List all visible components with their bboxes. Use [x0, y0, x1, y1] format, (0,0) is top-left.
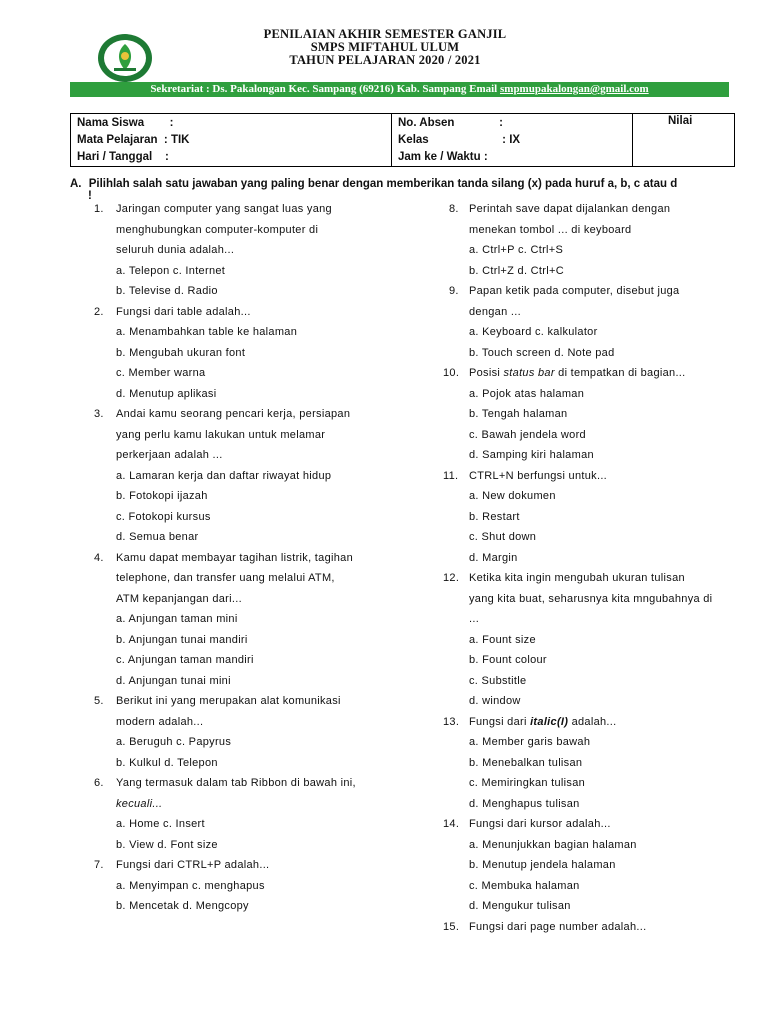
question-emphasis: status bar	[503, 367, 555, 379]
question-emphasis: italic(I)	[530, 716, 569, 728]
answer-option[interactable]: c. Fotokopi kursus	[116, 511, 211, 523]
question-text: Fungsi dari kursor adalah...	[469, 818, 611, 830]
answer-option[interactable]: a. Anjungan taman mini	[116, 613, 238, 625]
answer-option[interactable]: d. Menutup aplikasi	[116, 388, 217, 400]
student-identity-box	[70, 113, 735, 167]
answer-option[interactable]: c. Membuka halaman	[469, 880, 580, 892]
question-text: telephone, dan transfer uang melalui ATM,	[116, 572, 335, 584]
answer-option[interactable]: b. Ctrl+Z d. Ctrl+C	[469, 265, 564, 277]
answer-option[interactable]: d. Margin	[469, 552, 518, 564]
answer-option[interactable]: b. Fount colour	[469, 654, 547, 666]
school-name: SMPS MIFTAHUL ULUM	[310, 40, 460, 54]
answer-option[interactable]: b. Menebalkan tulisan	[469, 757, 583, 769]
question-text: yang kita buat, seharusnya kita mngubahnya di	[469, 593, 713, 605]
question-text-part: Posisi	[469, 367, 504, 379]
instruction-tail: !	[88, 190, 92, 202]
mata-pelajaran-field: Mata Pelajaran : TIK	[77, 134, 190, 146]
school-logo-icon	[96, 32, 154, 84]
question-text: Fungsi dari page number adalah...	[469, 921, 647, 933]
nilai-field[interactable]: Nilai	[668, 115, 693, 127]
question-text: Kamu dapat membayar tagihan listrik, tagihan	[116, 552, 353, 564]
answer-option[interactable]: a. Menunjukkan bagian halaman	[469, 839, 637, 851]
answer-option[interactable]: d. Semua benar	[116, 531, 199, 543]
question-text: menghubungkan computer-komputer di	[116, 224, 319, 236]
question-number: 8.	[449, 203, 459, 215]
question-text: Berikut ini yang merupakan alat komunikasi	[116, 695, 341, 707]
section-label: A.	[70, 178, 82, 190]
question-text: Fungsi dari CTRL+P adalah...	[116, 859, 270, 871]
question-text-part: adalah...	[568, 716, 617, 728]
answer-option[interactable]: b. Fotokopi ijazah	[116, 490, 208, 502]
answer-option[interactable]: b. Mengubah ukuran font	[116, 347, 246, 359]
nama-siswa-field[interactable]: Nama Siswa :	[77, 117, 174, 129]
answer-option[interactable]: d. Menghapus tulisan	[469, 798, 580, 810]
answer-option[interactable]: d. Mengukur tulisan	[469, 900, 571, 912]
no-absen-field[interactable]: No. Absen :	[398, 117, 503, 129]
question-text: kecuali...	[116, 798, 163, 810]
question-text: yang perlu kamu lakukan untuk melamar	[116, 429, 326, 441]
question-text-part: Fungsi dari	[469, 716, 531, 728]
answer-option[interactable]: a. Beruguh c. Papyrus	[116, 736, 232, 748]
answer-option[interactable]: a. Fount size	[469, 634, 536, 646]
answer-option[interactable]: b. Televise d. Radio	[116, 285, 218, 297]
question-text: menekan tombol ... di keyboard	[469, 224, 632, 236]
question-number: 12.	[443, 572, 460, 584]
answer-option[interactable]: a. Ctrl+P c. Ctrl+S	[469, 244, 564, 256]
question-text: ATM kepanjangan dari...	[116, 593, 242, 605]
answer-option[interactable]: c. Substitle	[469, 675, 527, 687]
answer-option[interactable]: a. Menyimpan c. menghapus	[116, 880, 265, 892]
answer-option[interactable]: a. New dokumen	[469, 490, 556, 502]
question-number: 1.	[94, 203, 104, 215]
answer-option[interactable]: a. Lamaran kerja dan daftar riwayat hidup	[116, 470, 332, 482]
question-number: 15.	[443, 921, 460, 933]
answer-option[interactable]: b. Anjungan tunai mandiri	[116, 634, 248, 646]
question-text: Andai kamu seorang pencari kerja, persiapan	[116, 408, 351, 420]
question-number: 5.	[94, 695, 104, 707]
question-text: CTRL+N berfungsi untuk...	[469, 470, 608, 482]
answer-option[interactable]: b. Mencetak d. Mengcopy	[116, 900, 249, 912]
question-text: dengan ...	[469, 306, 521, 318]
question-text	[469, 366, 686, 380]
answer-option[interactable]: a. Keyboard c. kalkulator	[469, 326, 598, 338]
answer-option[interactable]: b. View d. Font size	[116, 839, 218, 851]
answer-option[interactable]: c. Member warna	[116, 367, 206, 379]
address-text: Sekretariat : Ds. Pakalongan Kec. Sampang (69216) Kab. Sampang Email	[150, 83, 500, 95]
answer-option[interactable]: b. Tengah halaman	[469, 408, 568, 420]
question-text-part: di tempatkan di bagian...	[554, 367, 686, 379]
kelas-field: Kelas : IX	[398, 134, 521, 146]
answer-option[interactable]: c. Anjungan taman mandiri	[116, 654, 254, 666]
question-text	[469, 715, 617, 729]
question-text: Papan ketik pada computer, disebut juga	[469, 285, 680, 297]
question-number: 6.	[94, 777, 104, 789]
answer-option[interactable]: d. Samping kiri halaman	[469, 449, 594, 461]
answer-option[interactable]: b. Menutup jendela halaman	[469, 859, 616, 871]
jam-waktu-field[interactable]: Jam ke / Waktu :	[398, 151, 488, 163]
question-text: Ketika kita ingin mengubah ukuran tulisan	[469, 572, 685, 584]
question-number: 13.	[443, 716, 460, 728]
answer-option[interactable]: d. Anjungan tunai mini	[116, 675, 231, 687]
question-text: Yang termasuk dalam tab Ribbon di bawah ini,	[116, 777, 356, 789]
question-number: 10.	[443, 367, 460, 379]
question-text: seluruh dunia adalah...	[116, 244, 235, 256]
address-bar	[70, 82, 729, 97]
answer-option[interactable]: a. Menambahkan table ke halaman	[116, 326, 298, 338]
hari-tanggal-field[interactable]: Hari / Tanggal :	[77, 151, 169, 163]
question-text: Fungsi dari table adalah...	[116, 306, 251, 318]
academic-year: TAHUN PELAJARAN 2020 / 2021	[289, 53, 481, 67]
answer-option[interactable]: a. Pojok atas halaman	[469, 388, 585, 400]
question-number: 11.	[443, 470, 459, 482]
answer-option[interactable]: b. Restart	[469, 511, 520, 523]
answer-option[interactable]: c. Shut down	[469, 531, 537, 543]
question-number: 2.	[94, 306, 104, 318]
question-number: 14.	[443, 818, 460, 830]
question-number: 4.	[94, 552, 104, 564]
question-text: ...	[469, 613, 480, 625]
question-text: perkerjaan adalah ...	[116, 449, 223, 461]
answer-option[interactable]: d. window	[469, 695, 521, 707]
question-number: 9.	[449, 285, 459, 297]
question-text: Jaringan computer yang sangat luas yang	[116, 203, 332, 215]
answer-option[interactable]: b. Touch screen d. Note pad	[469, 347, 615, 359]
answer-option[interactable]: a. Home c. Insert	[116, 818, 205, 830]
answer-option[interactable]: a. Member garis bawah	[469, 736, 591, 748]
answer-option[interactable]: b. Kulkul d. Telepon	[116, 757, 218, 769]
section-instruction	[70, 178, 740, 202]
question-text: Perintah save dapat dijalankan dengan	[469, 203, 671, 215]
exam-title: PENILAIAN AKHIR SEMESTER GANJIL	[263, 27, 507, 41]
answer-option[interactable]: c. Memiringkan tulisan	[469, 777, 586, 789]
question-number: 7.	[94, 859, 104, 871]
answer-option[interactable]: c. Bawah jendela word	[469, 429, 586, 441]
answer-option[interactable]: a. Telepon c. Internet	[116, 265, 226, 277]
instruction-text: Pilihlah salah satu jawaban yang paling benar dengan memberikan tanda silang (x) pada huruf a, b, c atau d	[88, 178, 678, 190]
question-number: 3.	[94, 408, 104, 420]
email-link[interactable]: smpmupakalongan@gmail.com	[500, 83, 649, 95]
question-text: modern adalah...	[116, 716, 204, 728]
